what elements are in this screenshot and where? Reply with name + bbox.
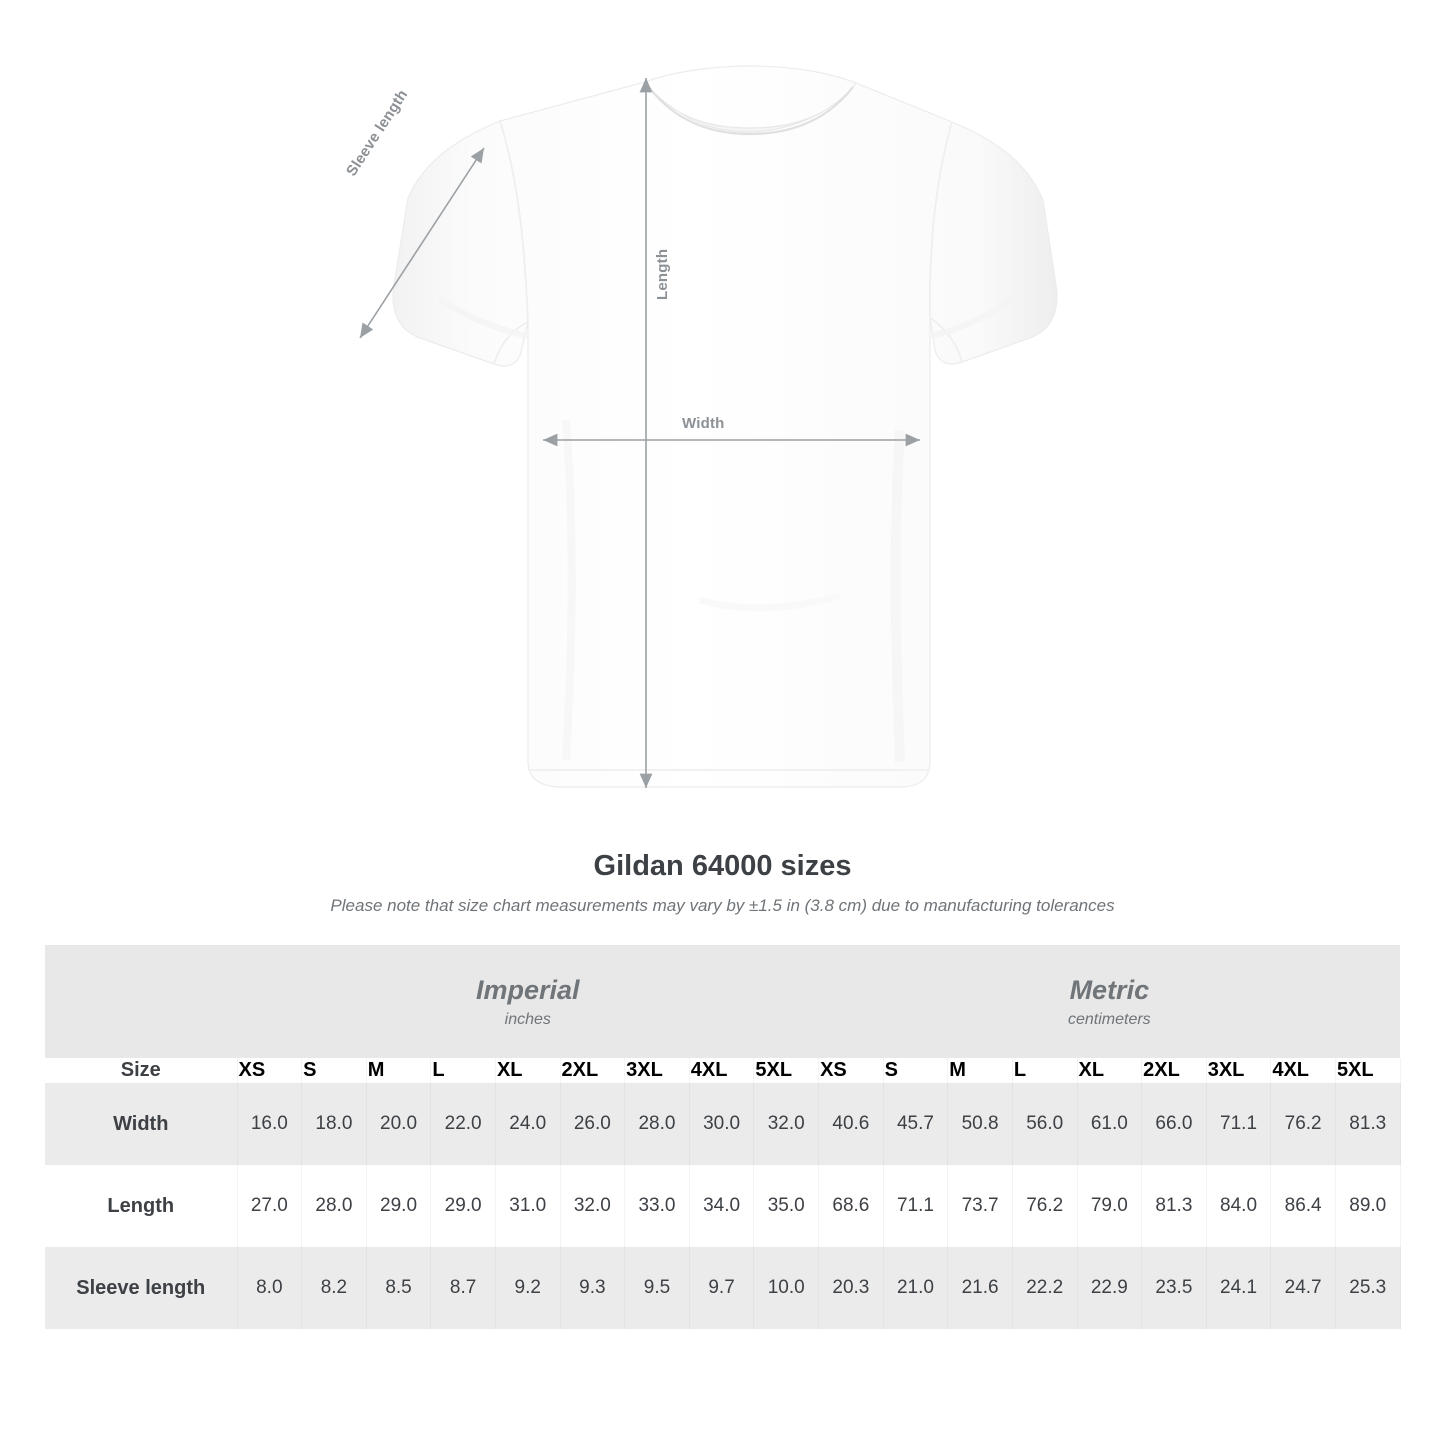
size-column-header: XL	[495, 1058, 560, 1083]
size-column-header: XS	[819, 1058, 884, 1083]
measurement-cell: 79.0	[1077, 1165, 1142, 1247]
size-column-header: 3XL	[625, 1058, 690, 1083]
size-header-label: Size	[120, 1059, 161, 1081]
measurement-cell: 56.0	[1012, 1083, 1077, 1165]
size-chart-table	[45, 945, 1401, 1329]
measurement-cell: 25.3	[1335, 1247, 1400, 1329]
size-column-header: 5XL	[1335, 1058, 1400, 1083]
measurement-cell: 26.0	[560, 1083, 625, 1165]
measurement-cell: 31.0	[495, 1165, 560, 1247]
measurement-cell: 76.2	[1271, 1083, 1336, 1165]
size-column-header: XS	[237, 1058, 302, 1083]
size-column-header: M	[366, 1058, 431, 1083]
measurement-cell: 34.0	[689, 1165, 754, 1247]
measurement-cell: 8.2	[302, 1247, 367, 1329]
measurement-cell: 84.0	[1206, 1165, 1271, 1247]
unit-group-imperial	[237, 945, 819, 1058]
measurement-cell: 23.5	[1142, 1247, 1207, 1329]
measurement-cell: 8.5	[366, 1247, 431, 1329]
table-row	[45, 1165, 1400, 1247]
measurement-cell: 89.0	[1335, 1165, 1400, 1247]
measurement-cell: 20.0	[366, 1083, 431, 1165]
measurement-cell: 86.4	[1271, 1165, 1336, 1247]
tolerance-note: Please note that size chart measurements may vary by ±1.5 in (3.8 cm) due to manufacturing tolerances	[330, 896, 1115, 915]
measurement-cell: 24.0	[495, 1083, 560, 1165]
measurement-cell: 16.0	[237, 1083, 302, 1165]
unit-group-metric	[819, 945, 1401, 1058]
sleeve-length-label: Sleeve length	[343, 86, 412, 180]
measurement-cell: 61.0	[1077, 1083, 1142, 1165]
page-title: Gildan 64000 sizes	[593, 850, 852, 882]
measurement-cell: 10.0	[754, 1247, 819, 1329]
measurement-cell: 81.3	[1335, 1083, 1400, 1165]
measurement-cell: 35.0	[754, 1165, 819, 1247]
measurement-cell: 18.0	[302, 1083, 367, 1165]
unit-group-imperial-name: Imperial	[476, 974, 580, 1005]
measurement-row-label: Length	[45, 1165, 237, 1247]
measurement-cell: 30.0	[689, 1083, 754, 1165]
measurement-cell: 9.7	[689, 1247, 754, 1329]
measurement-cell: 8.0	[237, 1247, 302, 1329]
measurement-cell: 81.3	[1142, 1165, 1207, 1247]
measurement-cell: 9.2	[495, 1247, 560, 1329]
measurement-cell: 20.3	[819, 1247, 884, 1329]
measurement-cell: 76.2	[1012, 1165, 1077, 1247]
measurement-cell: 73.7	[948, 1165, 1013, 1247]
measurement-row-label: Sleeve length	[45, 1247, 237, 1329]
size-column-header: 4XL	[1271, 1058, 1336, 1083]
size-column-header: 5XL	[754, 1058, 819, 1083]
unit-group-imperial-sub: inches	[504, 1011, 551, 1029]
size-table-container	[45, 945, 1400, 1329]
size-column-header: XL	[1077, 1058, 1142, 1083]
measurement-cell: 22.9	[1077, 1247, 1142, 1329]
measurement-cell: 9.5	[625, 1247, 690, 1329]
table-row	[45, 1083, 1400, 1165]
unit-band-row	[45, 945, 1400, 1058]
measurement-cell: 40.6	[819, 1083, 884, 1165]
measurement-cell: 32.0	[754, 1083, 819, 1165]
measurement-cell: 28.0	[302, 1165, 367, 1247]
measurement-cell: 28.0	[625, 1083, 690, 1165]
measurement-cell: 21.6	[948, 1247, 1013, 1329]
measurement-cell: 24.7	[1271, 1247, 1336, 1329]
tshirt-shape	[393, 66, 1057, 787]
measurement-cell: 27.0	[237, 1165, 302, 1247]
measurement-cell: 68.6	[819, 1165, 884, 1247]
unit-group-metric-sub: centimeters	[1067, 1011, 1151, 1029]
size-column-header: L	[431, 1058, 496, 1083]
table-row	[45, 1247, 1400, 1329]
width-label: Width	[682, 415, 725, 432]
measurement-cell: 29.0	[366, 1165, 431, 1247]
measurement-row-label: Width	[45, 1083, 237, 1165]
size-column-header: S	[302, 1058, 367, 1083]
measurement-cell: 50.8	[948, 1083, 1013, 1165]
size-column-header: 3XL	[1206, 1058, 1271, 1083]
size-column-header: 2XL	[1142, 1058, 1207, 1083]
size-header-row	[45, 1058, 1400, 1083]
measurement-cell: 66.0	[1142, 1083, 1207, 1165]
unit-band-spacer	[45, 945, 237, 1058]
unit-group-metric-name: Metric	[1069, 974, 1150, 1005]
measurement-cell: 22.0	[431, 1083, 496, 1165]
size-column-header: 4XL	[689, 1058, 754, 1083]
measurement-cell: 32.0	[560, 1165, 625, 1247]
measurement-cell: 22.2	[1012, 1247, 1077, 1329]
size-column-header: M	[948, 1058, 1013, 1083]
measurement-cell: 21.0	[883, 1247, 948, 1329]
measurement-cell: 33.0	[625, 1165, 690, 1247]
measurement-cell: 24.1	[1206, 1247, 1271, 1329]
size-column-header: 2XL	[560, 1058, 625, 1083]
size-table-body	[45, 1083, 1400, 1329]
measurement-cell: 71.1	[883, 1165, 948, 1247]
length-label: Length	[654, 248, 671, 300]
size-column-header: L	[1012, 1058, 1077, 1083]
measurement-cell: 8.7	[431, 1247, 496, 1329]
measurement-cell: 71.1	[1206, 1083, 1271, 1165]
size-column-header: S	[883, 1058, 948, 1083]
measurement-cell: 29.0	[431, 1165, 496, 1247]
measurement-cell: 9.3	[560, 1247, 625, 1329]
measurement-cell: 45.7	[883, 1083, 948, 1165]
